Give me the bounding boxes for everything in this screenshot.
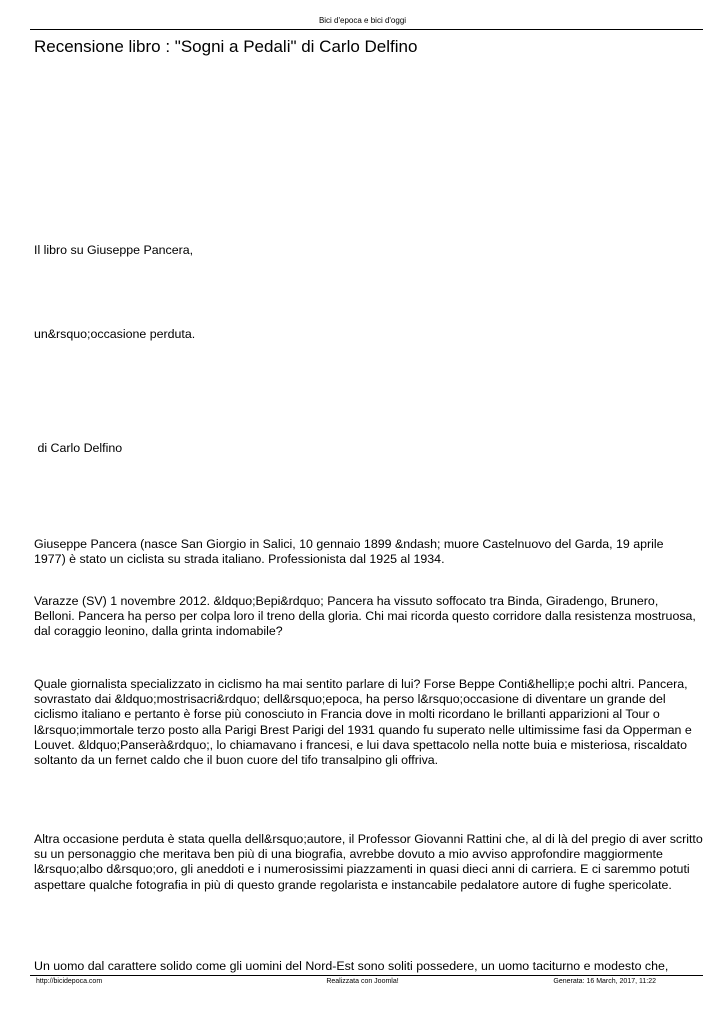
article-title: Recensione libro : "Sogni a Pedali" di Carlo Delfino <box>34 37 418 56</box>
paragraph-line: ciclismo italiano e pertanto è forse più conosciuto in Francia dove in molti ricordano le brillanti apparizioni al Tour o <box>34 707 660 722</box>
footer-credit: Realizzata con Joomla! <box>326 978 399 985</box>
header-divider <box>30 29 703 30</box>
paragraph-line: dal coraggio leonino, dalla grinta indomabile? <box>34 624 283 639</box>
site-header-title: Bici d'epoca e bici d'oggi <box>318 16 407 25</box>
paragraph-line: Un uomo dal carattere solido come gli uomini del Nord-Est sono soliti possedere, un uomo taciturno e modesto che, <box>34 959 669 973</box>
article-paragraph <box>34 243 694 258</box>
paragraph-line: soltanto da un fernet caldo che il buon cuore del tifo transalpino gli offriva. <box>34 753 439 768</box>
paragraph-line: Giuseppe Pancera (nasce San Giorgio in Salici, 10 gennaio 1899 &ndash; muore Castelnuovo del Garda, 19 aprile <box>34 537 664 551</box>
article-paragraph <box>34 594 694 640</box>
paragraph-line: Il libro su Giuseppe Pancera, <box>34 243 194 257</box>
paragraph-line: Louvet. &ldquo;Panserà&rdquo;, lo chiamavano i francesi, e lui dava spettacolo nella notte buia e misteriosa, riscaldato <box>34 737 687 752</box>
paragraph-line: Altra occasione perduta è stata quella dell&rsquo;autore, il Professor Giovanni Rattini che, al di là del pregio di aver scritto <box>34 832 703 846</box>
article-paragraph <box>34 327 694 342</box>
article-paragraph <box>34 677 694 768</box>
paragraph-line: Belloni. Pancera ha perso per colpa loro il treno della gloria. Chi mai ricorda questo corridore dalla resistenza mostruosa, <box>34 609 696 624</box>
article-paragraph <box>34 537 694 567</box>
paragraph-line: di Carlo Delfino <box>34 441 123 456</box>
paragraph-line: su un personaggio che meritava ben più di una biografia, avrebbe dovuto a mio avviso approfondire maggiormente <box>34 847 663 862</box>
paragraph-line: Varazze (SV) 1 novembre 2012. &ldquo;Bepi&rdquo; Pancera ha vissuto soffocato tra Binda, Giradengo, Brunero, <box>34 594 659 608</box>
paragraph-line: aspettare qualche fotografia in più di questo grande regolarista e instancabile pedalatore autore di fughe spericolate. <box>34 877 672 892</box>
paragraph-line: sovrastato dai &ldquo;mostrisacri&rdquo; dell&rsquo;epoca, ha perso l&rsquo;occasione di diventare un grande del <box>34 692 666 707</box>
paragraph-line: l&rsquo;albo d&rsquo;oro, gli aneddoti e i numerosissimi piazzamenti in quasi dieci anni di carriera. E ci saremmo potuti <box>34 862 690 877</box>
footer-url[interactable]: http://bicidepoca.com <box>36 978 103 985</box>
footer-divider <box>30 975 703 976</box>
paragraph-line: un&rsquo;occasione perduta. <box>34 327 196 341</box>
article-paragraph <box>34 959 694 974</box>
article-byline <box>34 411 694 472</box>
paragraph-line: Quale giornalista specializzato in ciclismo ha mai sentito parlare di lui? Forse Beppe Conti&hellip;e pochi altri. Pancera, <box>34 677 688 691</box>
article-paragraph <box>34 832 703 893</box>
footer-generated-date: Generata: 16 March, 2017, 11:22 <box>553 978 656 985</box>
paragraph-line: 1977) è stato un ciclista su strada italiano. Professionista dal 1925 al 1934. <box>34 552 445 567</box>
paragraph-line: l&rsquo;immortale terzo posto alla Parigi Brest Parigi del 1931 quando fu superato nelle ultimissime fasi da Opperman e <box>34 722 692 737</box>
